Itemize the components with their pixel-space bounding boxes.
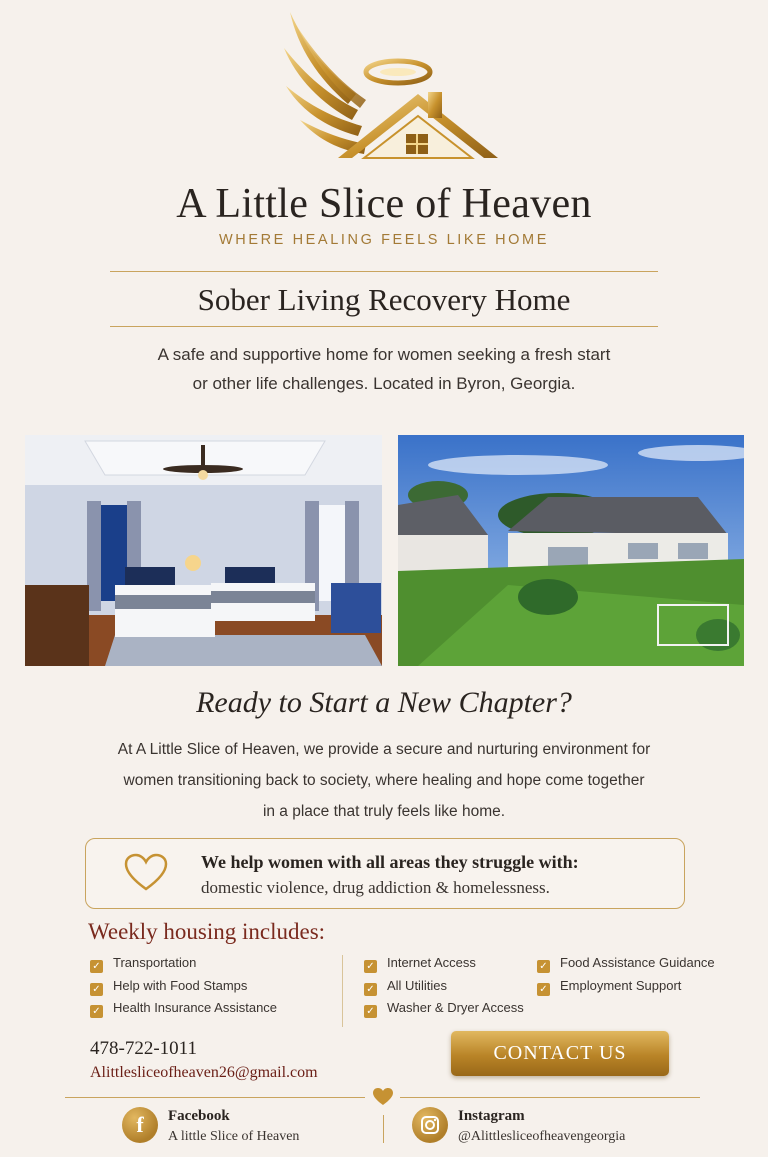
amenity-label: Transportation xyxy=(113,955,197,970)
amenity-label: Washer & Dryer Access xyxy=(387,1000,524,1015)
amenity-item xyxy=(364,953,476,973)
amenity-label: Employment Support xyxy=(560,978,682,993)
amenity-item xyxy=(537,976,681,996)
chapter-body xyxy=(0,734,768,827)
heart-icon xyxy=(373,1088,393,1106)
amenity-label: Internet Access xyxy=(387,955,476,970)
amenity-label: Help with Food Stamps xyxy=(113,978,248,993)
help-title: We help women with all areas they struggle with: xyxy=(201,852,579,872)
help-callout xyxy=(85,838,685,909)
facebook-handle[interactable]: A little Slice of Heaven xyxy=(168,1129,300,1144)
footer-divider-line xyxy=(400,1097,700,1098)
facebook-label: Facebook xyxy=(168,1108,230,1124)
amenity-item xyxy=(90,976,247,996)
column-divider xyxy=(342,955,343,1027)
instagram-icon[interactable] xyxy=(412,1107,448,1143)
checkbox-check-icon: ✓ xyxy=(537,983,550,996)
checkbox-check-icon: ✓ xyxy=(364,1005,377,1018)
chapter-line: At A Little Slice of Heaven, we provide a secure and nurturing environment for xyxy=(117,741,651,758)
amenity-item xyxy=(364,998,524,1018)
checkbox-check-icon: ✓ xyxy=(537,960,550,973)
phone-number[interactable]: 478-722-1011 xyxy=(90,1038,197,1059)
divider-line xyxy=(110,271,658,272)
footer-vertical-divider xyxy=(383,1115,384,1143)
email-link[interactable]: Alittlesliceofheaven26@gmail.com xyxy=(90,1064,318,1081)
page-heading: Sober Living Recovery Home xyxy=(197,282,571,317)
amenity-item xyxy=(90,953,196,973)
checkbox-check-icon: ✓ xyxy=(90,1005,103,1018)
amenity-item xyxy=(90,998,277,1018)
divider-line xyxy=(110,326,658,327)
checkbox-check-icon: ✓ xyxy=(90,983,103,996)
amenity-label: Food Assistance Guidance xyxy=(560,955,715,970)
footer-divider-line xyxy=(65,1097,365,1098)
chapter-title: Ready to Start a New Chapter? xyxy=(196,686,572,719)
house-exterior-photo xyxy=(398,435,744,666)
bedroom-photo xyxy=(25,435,382,666)
amenity-label: All Utilities xyxy=(387,978,447,993)
checkbox-check-icon: ✓ xyxy=(364,983,377,996)
chapter-line: in a place that truly feels like home. xyxy=(262,803,506,820)
contact-us-button[interactable]: CONTACT US xyxy=(451,1031,669,1076)
intro-line: A safe and supportive home for women seeking a fresh start xyxy=(157,345,611,364)
heart-outline-icon xyxy=(124,853,168,893)
winged-house-halo-logo xyxy=(278,8,502,168)
amenity-label: Health Insurance Assistance xyxy=(113,1000,278,1015)
intro-text xyxy=(0,340,768,398)
help-text: domestic violence, drug addiction & homelessness. xyxy=(201,878,550,897)
brand-title: A Little Slice of Heaven xyxy=(176,181,592,227)
weekly-housing-title: Weekly housing includes: xyxy=(88,919,326,944)
amenity-item xyxy=(364,976,447,996)
facebook-icon[interactable]: f xyxy=(122,1107,158,1143)
intro-line: or other life challenges. Located in Byron, Georgia. xyxy=(192,374,576,393)
instagram-handle[interactable]: @Alittlesliceofheavengeorgia xyxy=(458,1129,626,1144)
chapter-line: women transitioning back to society, where healing and hope come together xyxy=(123,772,645,789)
amenity-item xyxy=(537,953,715,973)
checkbox-check-icon: ✓ xyxy=(90,960,103,973)
instagram-label: Instagram xyxy=(458,1108,525,1124)
brand-tagline: WHERE HEALING FEELS LIKE HOME xyxy=(218,232,549,248)
checkbox-check-icon: ✓ xyxy=(364,960,377,973)
